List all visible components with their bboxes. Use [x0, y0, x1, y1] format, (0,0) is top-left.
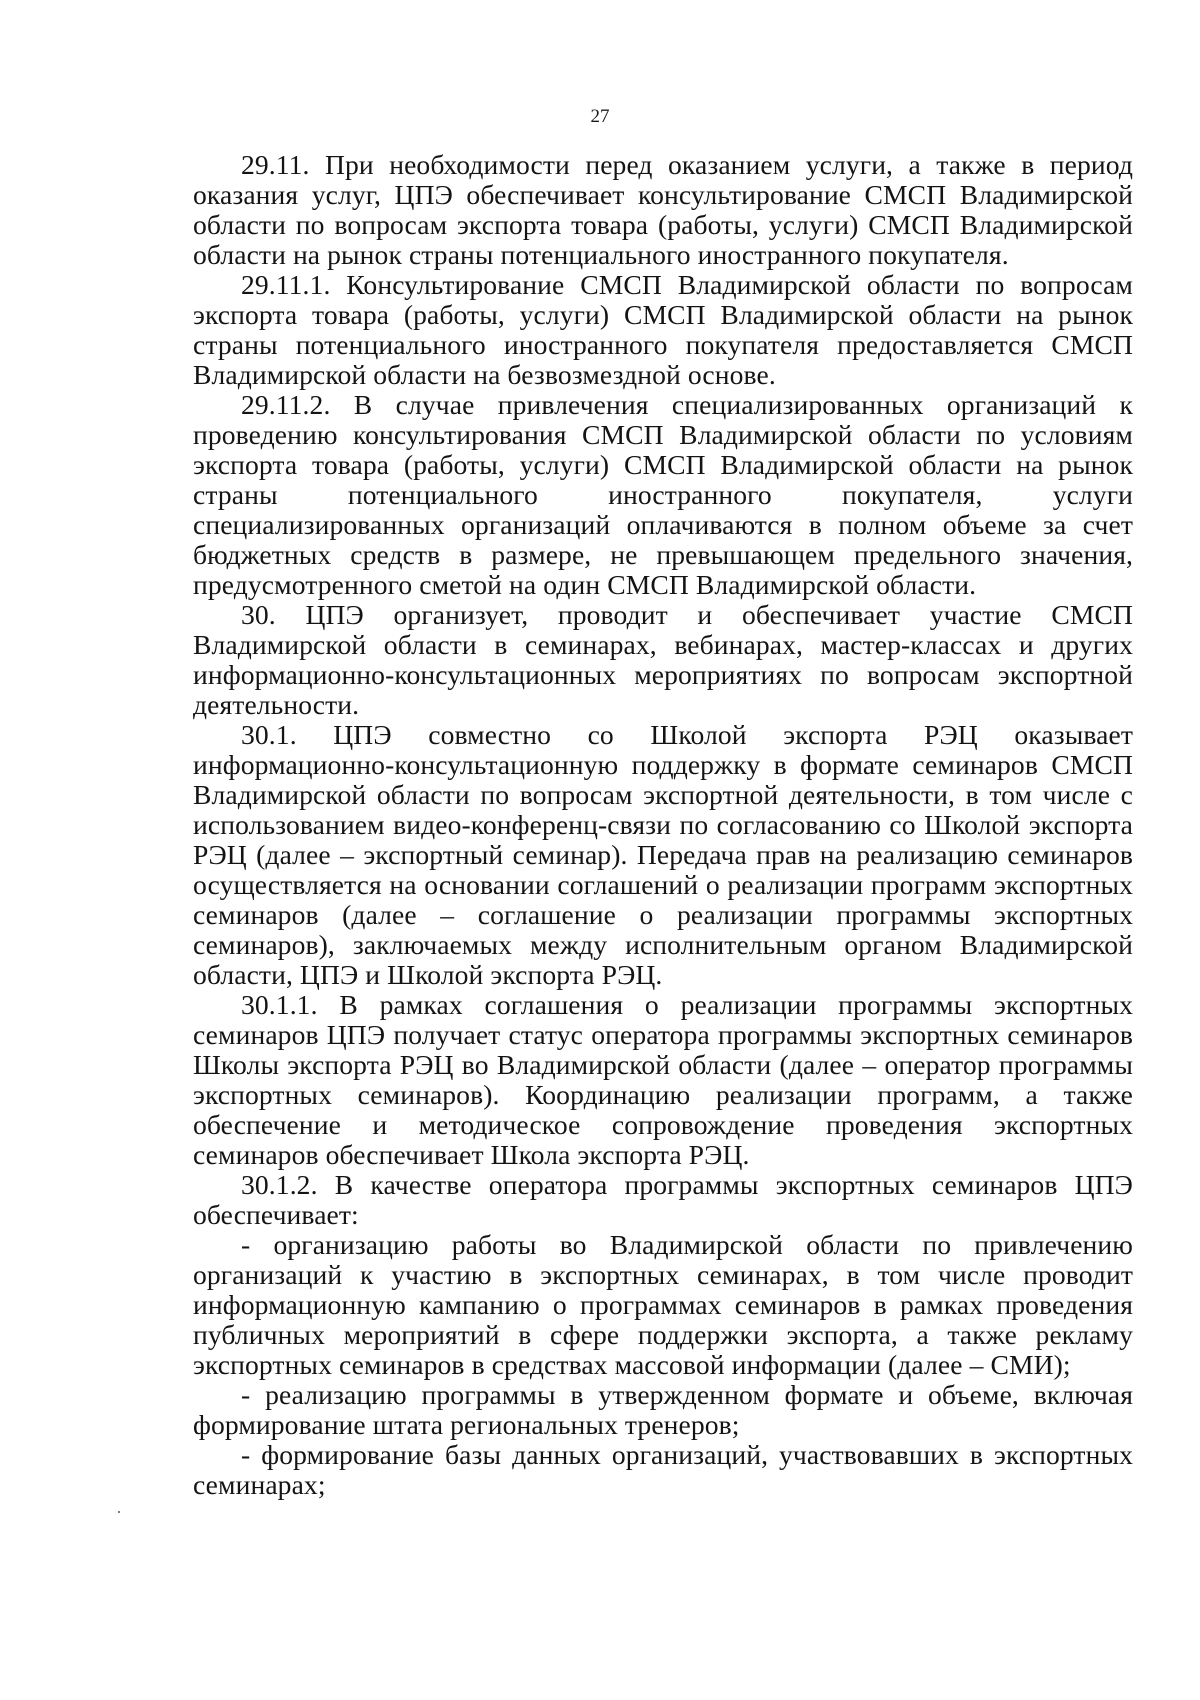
paragraph-30-1-1: 30.1.1. В рамках соглашения о реализации программы экспортных семинаров ЦПЭ получает статус оператора программы экспортных семинаров Школы экспорта РЭЦ во Владимирской области (далее – оператор программы экспортных семинаров). Координацию реализации программ, а также обеспечение и методическое сопровождение проведения экспортных семинаров обеспечивает Школа экспорта РЭЦ.: [193, 989, 1133, 1170]
paragraph-30-1: 30.1. ЦПЭ совместно со Школой экспорта РЭЦ оказывает информационно-консультационную поддержку в формате семинаров СМСП Владимирской области по вопросам экспортной деятельности, в том числе с использованием видео-конференц-связи по согласованию со Школой экспорта РЭЦ (далее – экспортный семинар). Передача прав на реализацию семинаров осуществляется на основании соглашений о реализации программ экспортных семинаров (далее – соглашение о реализации программы экспортных семинаров), заключаемых между исполнительным органом Владимирской области, ЦПЭ и Школой экспорта РЭЦ.: [193, 719, 1133, 990]
scan-speck: [118, 1511, 120, 1513]
paragraph-29-11: 29.11. При необходимости перед оказанием услуги, а также в период оказания услуг, ЦПЭ обеспечивает консультирование СМСП Владимирской области по вопросам экспорта товара (работы, услуги) СМСП Владимирской области на рынок страны потенциального иностранного покупателя.: [193, 149, 1133, 270]
paragraph-29-11-1: 29.11.1. Консультирование СМСП Владимирской области по вопросам экспорта товара (работы, услуги) СМСП Владимирской области на рынок страны потенциального иностранного покупателя предоставляется СМСП Владимирской области на безвозмездной основе.: [193, 269, 1133, 390]
list-item: - реализацию программы в утвержденном формате и объеме, включая формирование штата региональных тренеров;: [193, 1379, 1133, 1440]
page-number: 27: [590, 106, 610, 127]
document-body: [193, 150, 1133, 1500]
paragraph-30: 30. ЦПЭ организует, проводит и обеспечивает участие СМСП Владимирской области в семинарах, вебинарах, мастер-классах и других информационно-консультационных мероприятиях по вопросам экспортной деятельности.: [193, 599, 1133, 720]
list-item: - формирование базы данных организаций, участвовавших в экспортных семинарах;: [193, 1439, 1133, 1500]
paragraph-29-11-2: 29.11.2. В случае привлечения специализированных организаций к проведению консультирования СМСП Владимирской области по условиям экспорта товара (работы, услуги) СМСП Владимирской области на рынок страны потенциального иностранного покупателя, услуги специализированных организаций оплачиваются в полном объеме за счет бюджетных средств в размере, не превышающем предельного значения, предусмотренного сметой на один СМСП Владимирской области.: [193, 389, 1133, 600]
list-item: - организацию работы во Владимирской области по привлечению организаций к участию в экспортных семинарах, в том числе проводит информационную кампанию о программах семинаров в рамках проведения публичных мероприятий в сфере поддержки экспорта, а также рекламу экспортных семинаров в средствах массовой информации (далее – СМИ);: [193, 1229, 1133, 1380]
paragraph-30-1-2: 30.1.2. В качестве оператора программы экспортных семинаров ЦПЭ обеспечивает:: [193, 1169, 1133, 1230]
